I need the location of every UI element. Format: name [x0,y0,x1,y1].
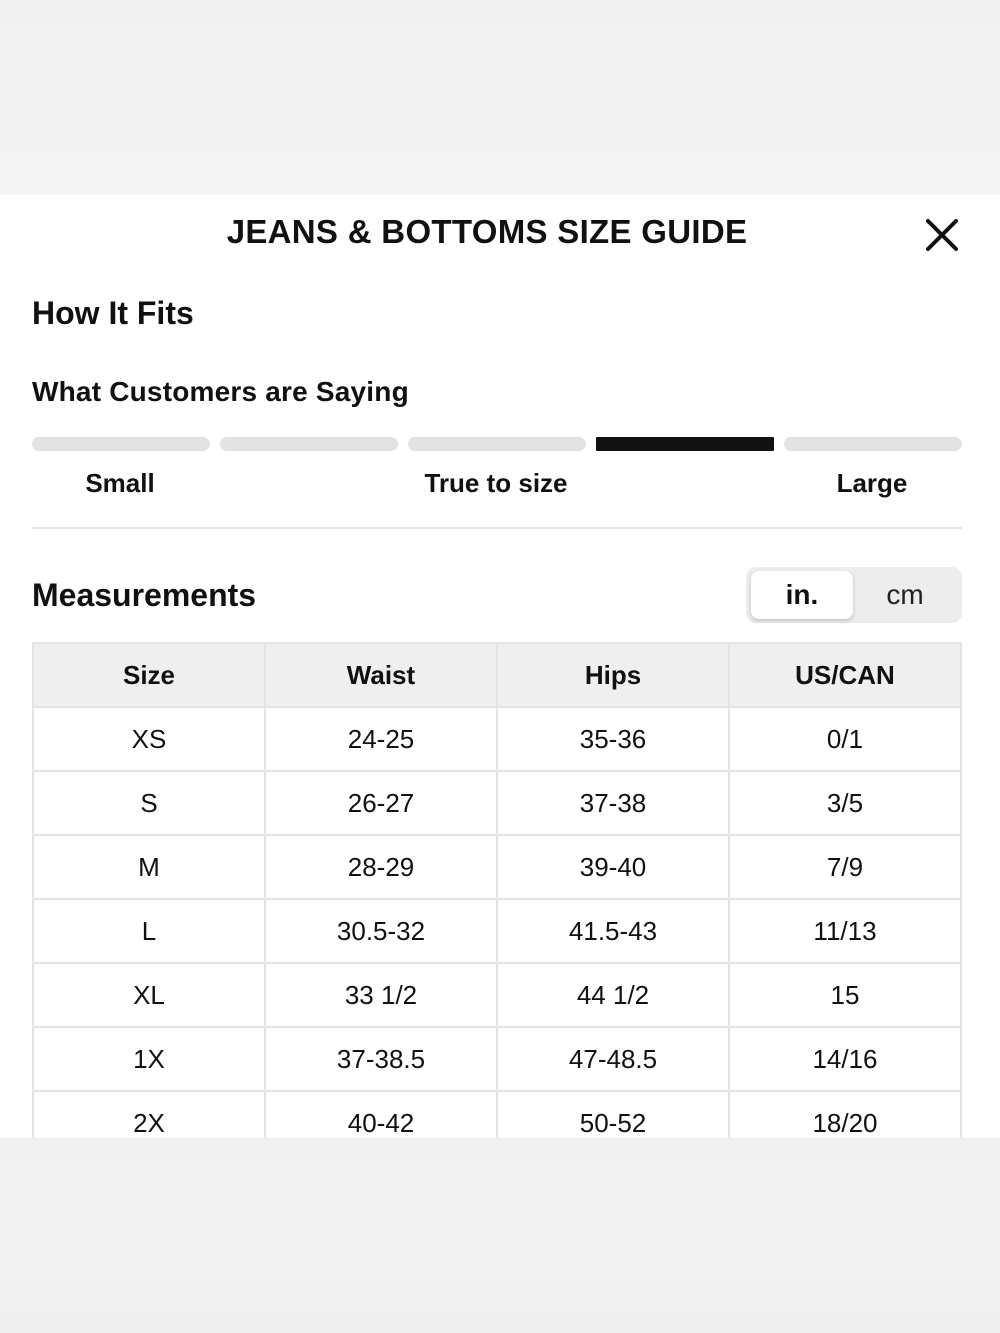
column-header-waist: Waist [265,643,497,707]
table-row [33,771,961,835]
background-bottom [0,1138,1000,1333]
close-button[interactable] [920,213,964,257]
cell-hips: 35-36 [497,707,729,771]
fit-segment [408,437,586,451]
cell-size: M [33,835,265,899]
background-top [0,0,1000,195]
unit-option-centimeters[interactable]: cm [886,579,924,610]
cell-size: 1X [33,1027,265,1091]
cell-waist: 26-27 [265,771,497,835]
fit-segment [784,437,962,451]
table-header-row [33,643,961,707]
cell-waist: 40-42 [265,1091,497,1138]
modal-title: JEANS & BOTTOMS SIZE GUIDE [226,213,748,250]
table-row [33,963,961,1027]
unit-option-inches[interactable]: in. [751,571,853,619]
cell-size: 2X [33,1091,265,1138]
column-header-hips: Hips [497,643,729,707]
column-header-us-can: US/CAN [729,643,961,707]
cell-waist: 30.5-32 [265,899,497,963]
fit-label-true-to-size: True to size [424,468,568,498]
cell-hips: 39-40 [497,835,729,899]
table-row [33,835,961,899]
cell-size: L [33,899,265,963]
cell-size: XS [33,707,265,771]
close-icon [920,213,964,257]
measurements-heading: Measurements [32,577,257,613]
table-row [33,1091,961,1138]
fit-meter [32,437,962,451]
cell-hips: 50-52 [497,1091,729,1138]
cell-hips: 44 1/2 [497,963,729,1027]
table-row [33,1027,961,1091]
cell-size: XL [33,963,265,1027]
cell-hips: 41.5-43 [497,899,729,963]
cell-waist: 28-29 [265,835,497,899]
fit-segment [220,437,398,451]
cell-hips: 37-38 [497,771,729,835]
cell-size: S [33,771,265,835]
cell-waist: 37-38.5 [265,1027,497,1091]
cell-waist: 24-25 [265,707,497,771]
cell-us-can: 3/5 [729,771,961,835]
fit-label-large: Large [836,468,908,498]
how-it-fits-heading: How It Fits [32,295,194,331]
cell-us-can: 18/20 [729,1091,961,1138]
fit-segment [596,437,774,451]
fit-segment [32,437,210,451]
cell-us-can: 7/9 [729,835,961,899]
size-guide-modal [0,195,1000,1138]
cell-waist: 33 1/2 [265,963,497,1027]
column-header-size: Size [33,643,265,707]
fit-label-small: Small [85,468,155,498]
customers-saying-heading: What Customers are Saying [32,376,409,407]
cell-us-can: 11/13 [729,899,961,963]
cell-us-can: 0/1 [729,707,961,771]
table-row [33,707,961,771]
cell-hips: 47-48.5 [497,1027,729,1091]
table-row [33,899,961,963]
section-divider [32,527,962,529]
size-chart-table [32,642,962,1138]
cell-us-can: 15 [729,963,961,1027]
unit-toggle [746,567,962,623]
cell-us-can: 14/16 [729,1027,961,1091]
